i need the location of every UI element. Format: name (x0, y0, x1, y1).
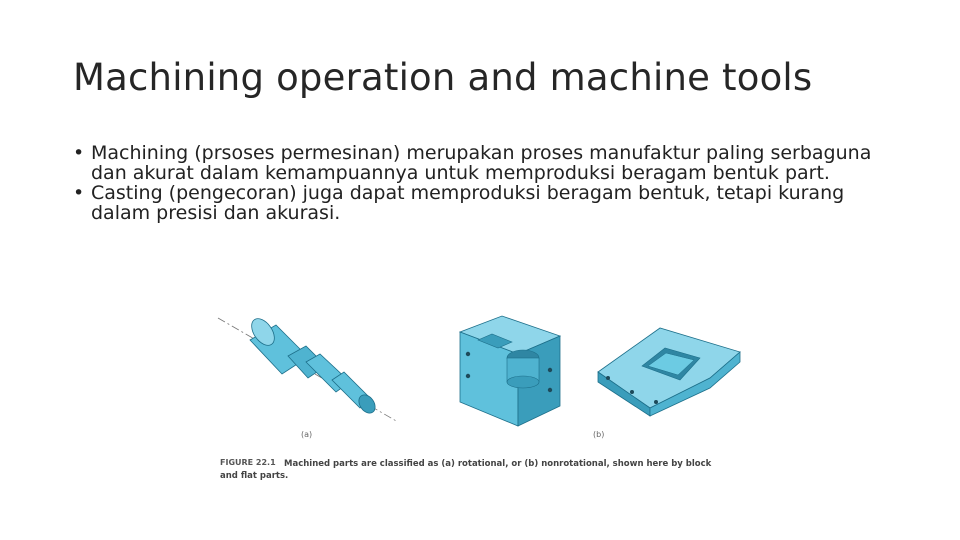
bullet-marker: • (73, 182, 85, 204)
bullet-list (73, 143, 873, 223)
bullet-item (73, 183, 873, 223)
bullet-item (73, 143, 873, 183)
machined-parts-figure (210, 310, 750, 490)
figure-caption-continued: and flat parts. (220, 471, 289, 481)
slide-title: Machining operation and machine tools (73, 56, 813, 99)
flat-part-image (598, 328, 740, 416)
bullet-text: Machining (prsoses permesinan) merupakan proses manufaktur paling serbaguna dan akurat dalam kemampuannya untuk memproduksi beragam bentuk part. (91, 142, 872, 184)
label-a: (a) (301, 430, 313, 439)
block-part-image (460, 316, 560, 426)
figure-number: FIGURE 22.1 (220, 458, 276, 467)
bullet-marker: • (73, 142, 85, 164)
bullet-text: Casting (pengecoran) juga dapat memproduksi beragam bentuk, tetapi kurang dalam presisi dan akurasi. (91, 182, 845, 224)
parts-illustration (210, 310, 750, 455)
rotational-shaft-image (218, 315, 398, 422)
label-b: (b) (593, 430, 605, 439)
figure-caption: Machined parts are classified as (a) rotational, or (b) nonrotational, shown here by block (284, 459, 712, 469)
